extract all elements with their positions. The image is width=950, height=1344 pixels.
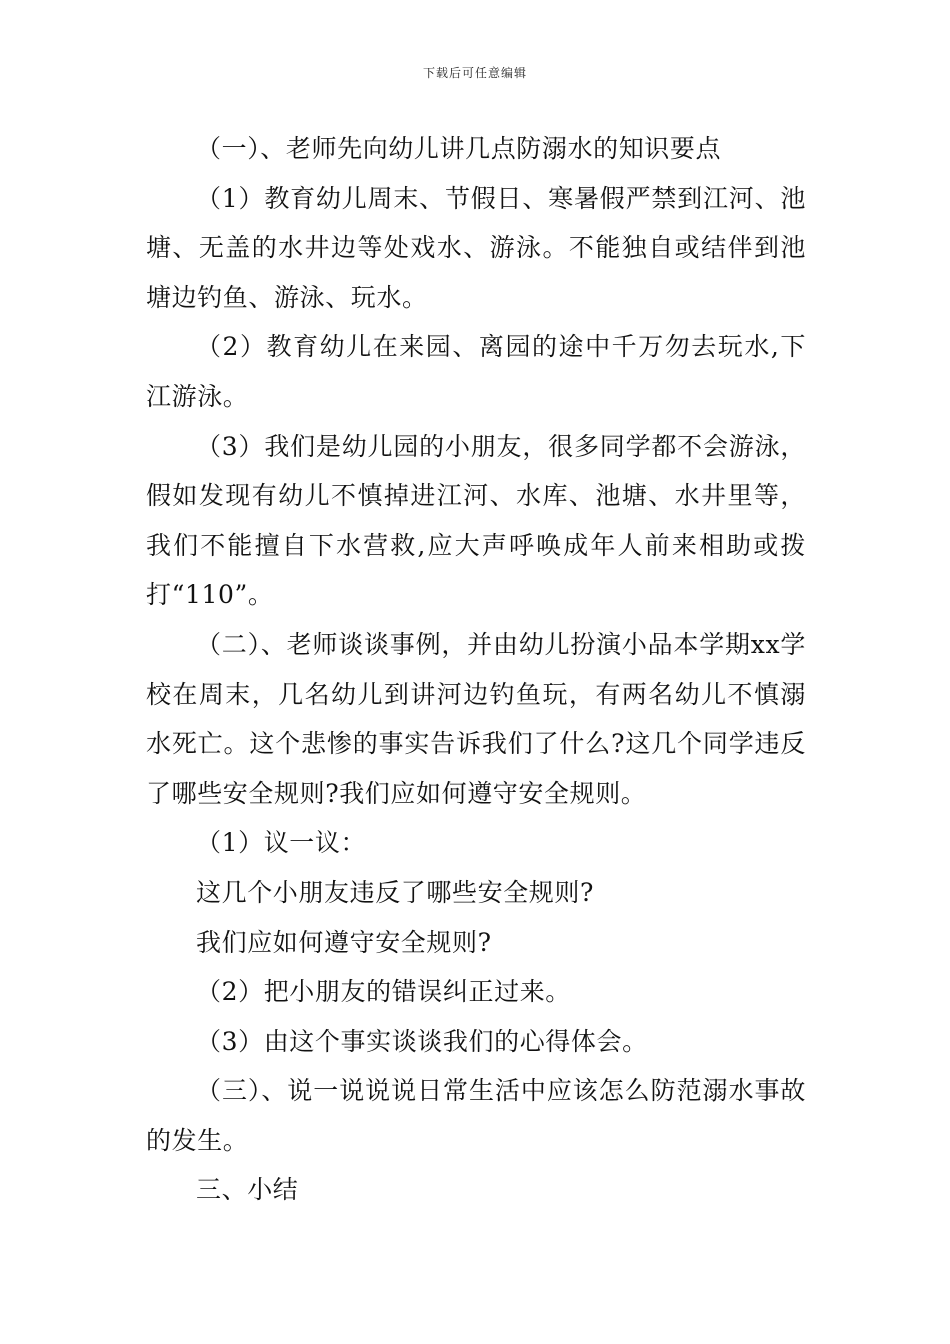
paragraph-discuss-heading: （1）议一议：: [196, 828, 367, 858]
paragraph-section-1-heading: （一）、老师先向幼儿讲几点防溺水的知识要点: [196, 134, 722, 163]
page-header: 下载后可任意编辑: [422, 66, 527, 80]
paragraph-correct-mistakes: （2）把小朋友的错误纠正过来。: [196, 977, 571, 1007]
paragraph-summary-heading: 三、小结: [196, 1175, 299, 1205]
paragraph-point-2: （2）教育幼儿在来园、离园的途中千万勿去玩水,下江游泳。: [146, 332, 806, 411]
paragraph-question-1: 这几个小朋友违反了哪些安全规则?: [196, 877, 595, 907]
paragraph-point-3: （3）我们是幼儿园的小朋友，很多同学都不会游泳，假如发现有幼儿不慎掉进江河、水库、池塘、水井里等，我们不能擅自下水营救,应大声呼唤成年人前来相助或拨打“110”。: [146, 431, 806, 610]
paragraph-point-1: （1）教育幼儿周末、节假日、寒暑假严禁到江河、池塘、无盖的水井边等处戏水、游泳。不能独自或结伴到池塘边钓鱼、游泳、玩水。: [146, 183, 806, 312]
paragraph-question-2: 我们应如何遵守安全规则?: [196, 927, 492, 957]
document-body: [146, 124, 806, 1215]
paragraph-reflections: （3）由这个事实谈谈我们的心得体会。: [196, 1026, 648, 1056]
paragraph-section-3: （三）、说一说说说日常生活中应该怎么防范溺水事故的发生。: [146, 1076, 806, 1155]
paragraph-section-2: （二）、老师谈谈事例，并由幼儿扮演小品本学期xx学校在周末，几名幼儿到讲河边钓鱼玩，有两名幼儿不慎溺水死亡。这个悲惨的事实告诉我们了什么?这几个同学违反了哪些安全规则?我们应如何遵守安全规则。: [146, 629, 806, 808]
